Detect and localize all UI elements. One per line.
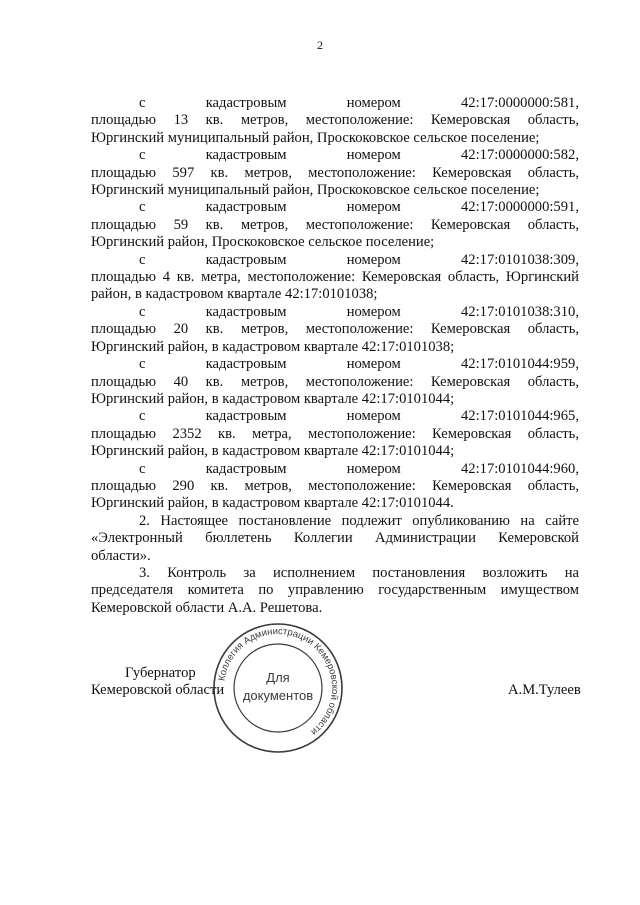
official-stamp: [210, 620, 346, 756]
cadastral-entry: [91, 408, 579, 460]
entry-line-2: площадью 2352 кв. метра, местоположение: Кемеровская область,: [91, 425, 579, 442]
entry-line-2: площадью 20 кв. метров, местоположение: Кемеровская область,: [91, 321, 579, 338]
entry-line-2: площадью 59 кв. метров, местоположение: Кемеровская область,: [91, 216, 579, 233]
signature-title: [91, 665, 224, 700]
cadastral-number: 42:17:0000000:591,: [461, 199, 579, 216]
entry-line-3: Юргинский район, в кадастровом квартале 42:17:0101044.: [91, 495, 454, 512]
entry-line-3: Юргинский район, в кадастровом квартале 42:17:0101044;: [91, 390, 455, 407]
cadastral-entry: [91, 461, 579, 513]
entry-word: кадастровым: [205, 147, 287, 164]
cadastral-number: 42:17:0101044:959,: [461, 356, 579, 373]
paragraph3-line-3: Кемеровской области А.А. Решетова.: [91, 599, 323, 616]
entry-line-2: площадью 4 кв. метра, местоположение: Кемеровская область, Юргинский: [91, 269, 579, 286]
entry-line-3: район, в кадастровом квартале 42:17:0101038;: [91, 286, 378, 303]
entry-line-1: [91, 147, 579, 164]
paragraph2-line-2: «Электронный бюллетень Коллегии Администрации Кемеровской: [91, 530, 579, 547]
cadastral-entry: [91, 147, 579, 199]
paragraph3-line-1: 3. Контроль за исполнением постановления возложить на: [139, 564, 579, 581]
entry-word: номером: [346, 408, 401, 425]
paragraph2-line-1: 2. Настоящее постановление подлежит опубликованию на сайте: [139, 512, 579, 529]
cadastral-entry: [91, 199, 579, 251]
paragraph2: [91, 513, 579, 565]
entry-line-3: Юргинский район, в кадастровом квартале 42:17:0101044;: [91, 443, 455, 460]
cadastral-number: 42:17:0101038:309,: [461, 251, 579, 268]
cadastral-entry: [91, 304, 579, 356]
cadastral-entry: [91, 356, 579, 408]
page-number: 2: [317, 38, 323, 52]
entry-word: кадастровым: [205, 408, 287, 425]
cadastral-number: 42:17:0101044:965,: [461, 408, 579, 425]
entry-word: кадастровым: [205, 303, 287, 320]
entry-line-1: [91, 356, 579, 373]
entry-word: с: [139, 95, 146, 111]
entry-word: с: [139, 199, 146, 216]
entry-line-1: [91, 252, 579, 269]
signature-title-line2: Кемеровской области: [91, 682, 225, 699]
entry-word: кадастровым: [205, 460, 287, 477]
entry-line-3: Юргинский муниципальный район, Проскоковское сельское поселение;: [91, 182, 540, 199]
entry-word: номером: [346, 460, 401, 477]
entry-word: кадастровым: [205, 251, 287, 268]
entry-line-3: Юргинский район, в кадастровом квартале 42:17:0101038;: [91, 338, 455, 355]
stamp-ring-text: Коллегия Администрации Кемеровской области: [216, 625, 341, 738]
entry-line-2: площадью 597 кв. метров, местоположение: Кемеровская область,: [91, 164, 579, 181]
entry-word: номером: [346, 303, 401, 320]
entry-line-1: [91, 199, 579, 216]
entry-word: с: [139, 303, 146, 320]
signature-title-line1: Губернатор: [125, 665, 196, 681]
entry-word: с: [139, 460, 146, 477]
entry-line-1: [91, 461, 579, 478]
stamp-center-line1: Для: [266, 670, 290, 685]
paragraph3-line-2: председателя комитета по управлению государственным имуществом: [91, 582, 579, 599]
entry-word: с: [139, 408, 146, 425]
entry-line-2: площадью 40 кв. метров, местоположение: Кемеровская область,: [91, 373, 579, 390]
entry-word: кадастровым: [205, 356, 287, 373]
cadastral-entry: [91, 252, 579, 304]
paragraph3: [91, 565, 579, 617]
entry-line-3: Юргинский район, Проскоковское сельское поселение;: [91, 234, 435, 251]
cadastral-number: 42:17:0000000:582,: [461, 147, 579, 164]
entry-word: номером: [346, 356, 401, 373]
cadastral-number: 42:17:0101044:960,: [461, 460, 579, 477]
cadastral-entry: [91, 95, 579, 147]
document-body: [91, 95, 579, 617]
entry-word: номером: [346, 199, 401, 216]
entry-word: с: [139, 356, 146, 373]
entry-word: номером: [346, 147, 401, 164]
entry-word: номером: [346, 95, 401, 111]
entry-word: с: [139, 251, 146, 268]
entry-line-1: [91, 408, 579, 425]
entry-line-1: [91, 95, 579, 112]
entry-word: кадастровым: [205, 95, 287, 111]
entry-word: номером: [346, 251, 401, 268]
entry-line-2: площадью 13 кв. метров, местоположение: Кемеровская область,: [91, 112, 579, 129]
stamp-center-line2: документов: [242, 688, 314, 703]
entry-word: с: [139, 147, 146, 164]
signature-name: А.М.Тулеев: [508, 682, 581, 698]
entry-word: кадастровым: [205, 199, 287, 216]
cadastral-number: 42:17:0101038:310,: [461, 303, 579, 320]
entry-line-1: [91, 304, 579, 321]
paragraph2-line-3: области».: [91, 547, 151, 564]
entry-line-3: Юргинский муниципальный район, Проскоковское сельское поселение;: [91, 129, 540, 146]
cadastral-number: 42:17:0000000:581,: [461, 95, 579, 111]
entry-line-2: площадью 290 кв. метров, местоположение: Кемеровская область,: [91, 477, 579, 494]
